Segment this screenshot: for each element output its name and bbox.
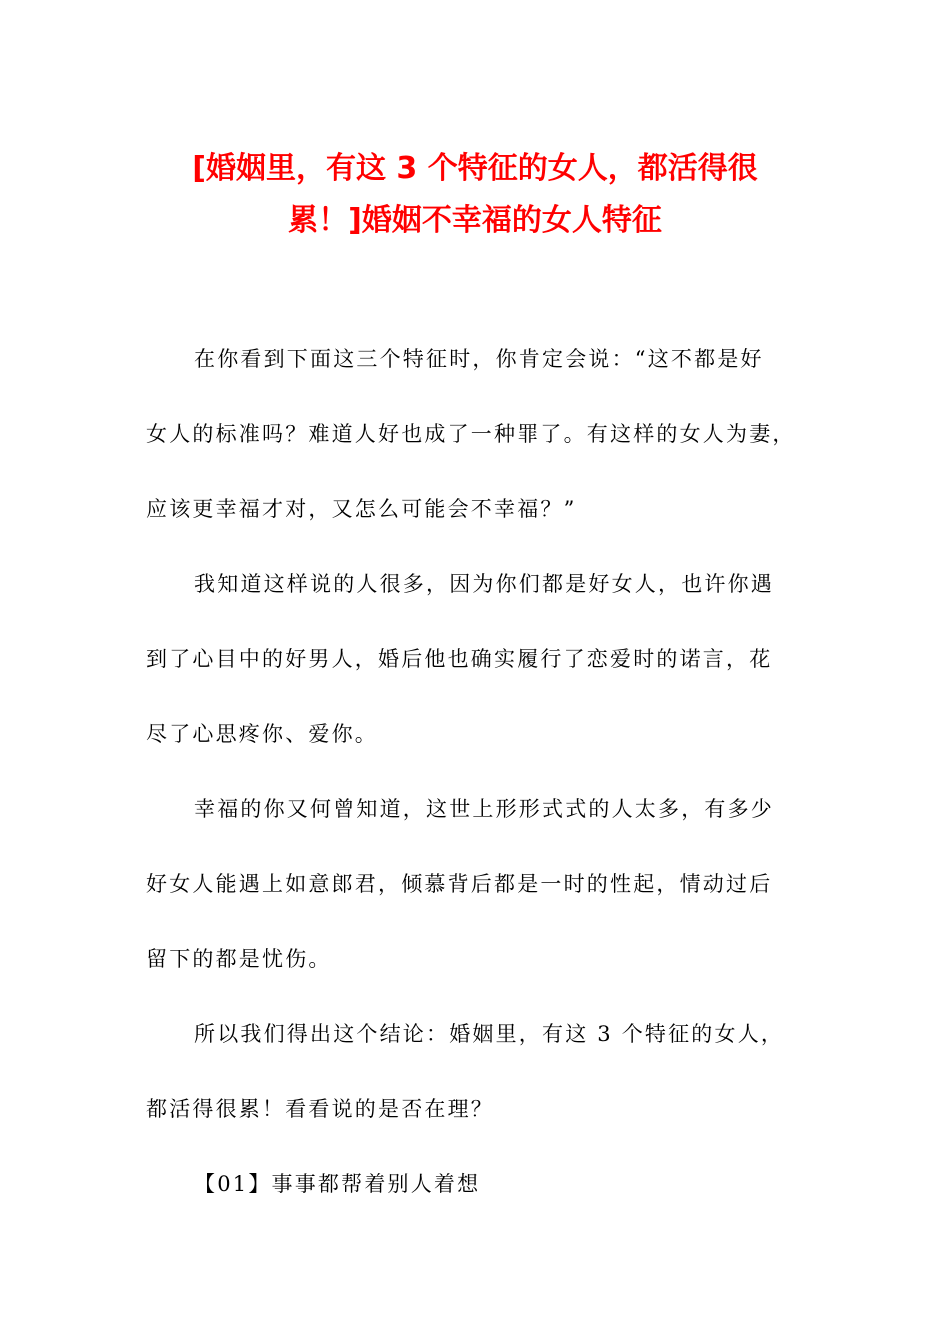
paragraph-line: 留下的都是忧伤。 [146,947,332,971]
paragraph-line: 女人的标准吗？难道人好也成了一种罪了。有这样的女人为妻， [146,422,796,446]
paragraph-line: 在你看到下面这三个特征时，你肯定会说：“这不都是好 [194,347,764,371]
paragraph-line: 我知道这样说的人很多，因为你们都是好女人，也许你遇 [194,572,774,596]
section-heading: 【01】事事都帮着别人着想 [194,1172,481,1196]
document-body [146,322,806,1222]
paragraph-line: 尽了心思疼你、爱你。 [146,722,378,746]
paragraph-1 [146,322,806,547]
title-line-2: 累！]婚姻不幸福的女人特征 [288,203,662,238]
paragraph-line: 应该更幸福才对，又怎么可能会不幸福？” [146,497,577,521]
paragraph-line: 到了心目中的好男人，婚后他也确实履行了恋爱时的诺言，花 [146,647,773,671]
paragraph-2 [146,547,806,772]
paragraph-3 [146,772,806,997]
document-title [100,143,850,247]
paragraph-line: 好女人能遇上如意郎君，倾慕背后都是一时的性起，情动过后 [146,872,773,896]
paragraph-4 [146,997,806,1147]
paragraph-line: 幸福的你又何曾知道，这世上形形式式的人太多，有多少 [194,797,774,821]
paragraph-line: 都活得很累！看看说的是否在理？ [146,1097,494,1121]
paragraph-line: 所以我们得出这个结论：婚姻里，有这 3 个特征的女人， [194,1022,785,1046]
title-line-1: [婚姻里，有这 3 个特征的女人，都活得很 [192,151,758,186]
